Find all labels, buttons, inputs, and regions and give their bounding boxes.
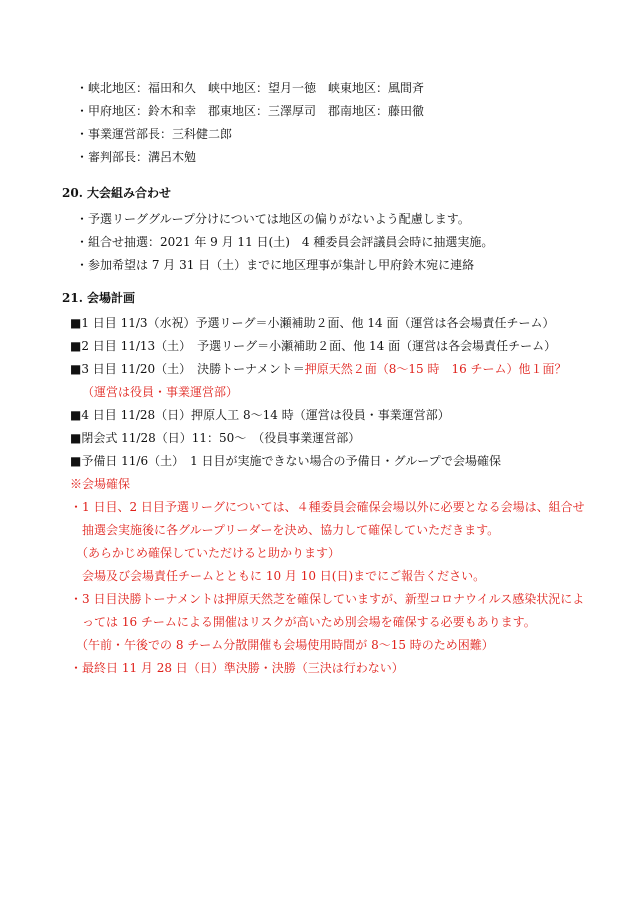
day3-note: （運営は役員・事業運営部） bbox=[82, 385, 239, 399]
section-20-item: ・予選リーググループ分けについては地区の偏りがないよう配慮します。 bbox=[76, 212, 470, 226]
section-20-item: ・組合せ抽選：2021 年 9 月 11 日(土) 4 種委員会評議員会時に抽選実施。 bbox=[76, 235, 494, 249]
schedule-item: ■予備日 11/6（土） 1 日目が実施できない場合の予備日・グループで会場確保 bbox=[70, 454, 501, 468]
venue-note: 抽選会実施後に各グループリーダーを決め、協力して確保していただきます。 bbox=[70, 523, 500, 537]
section-20-heading: 20. 大会組み合わせ bbox=[62, 186, 172, 200]
schedule-item: ■4 日目 11/28（日）押原人工 8～14 時（運営は役員・事業運営部） bbox=[70, 408, 450, 422]
day3-label: ■3 日目 11/20（土） 決勝トーナメント＝ bbox=[70, 362, 305, 376]
day3-venue: 押原天然２面（8～15 時 16 チーム）他１面？ bbox=[304, 362, 567, 376]
venue-note: （午前・午後での 8 チーム分散開催も会場使用時間が 8～15 時のため困難） bbox=[70, 638, 494, 652]
officials-line: ・峡北地区：福田和久 峡中地区：望月一徳 峡東地区：風間斉 bbox=[76, 81, 425, 95]
schedule-item: ■1 日目 11/3（水祝）予選リーグ＝小瀬補助２面、他 14 面（運営は各会場責任チーム） bbox=[70, 316, 555, 330]
venue-note: ・1 日目、2 日目予選リーグについては、４種委員会確保会場以外に必要となる会場は、組合せ bbox=[70, 500, 585, 514]
venue-note: （あらかじめ確保していただけると助かります） bbox=[70, 546, 341, 560]
venue-heading: ※会場確保 bbox=[70, 477, 131, 491]
schedule-item: ■閉会式 11/28（日）11：50～ （役員事業運営部） bbox=[70, 431, 361, 445]
officials-line: ・事業運営部長：三科健二郎 bbox=[76, 127, 233, 141]
section-20-item: ・参加希望は 7 月 31 日（土）までに地区理事が集計し甲府鈴木宛に連絡 bbox=[76, 258, 475, 272]
venue-note: 会場及び会場責任チームとともに 10 月 10 日(日)までにご報告ください。 bbox=[70, 569, 486, 583]
officials-line: ・審判部長：溝呂木勉 bbox=[76, 150, 197, 164]
schedule-item: ■2 日目 11/13（土） 予選リーグ＝小瀬補助２面、他 14 面（運営は各会場責任チーム） bbox=[70, 339, 557, 353]
venue-note: ・3 日目決勝トーナメントは押原天然芝を確保していますが、新型コロナウイルス感染状況によ bbox=[70, 592, 585, 606]
venue-note: ・最終日 11 月 28 日（日）準決勝・決勝（三決は行わない） bbox=[70, 661, 404, 675]
officials-line: ・甲府地区：鈴木和幸 郡東地区：三澤厚司 郡南地区：藤田徹 bbox=[76, 104, 425, 118]
section-21-heading: 21. 会場計画 bbox=[62, 291, 136, 305]
venue-note: っては 16 チームによる開催はリスクが高いため別会場を確保する必要もあります。 bbox=[70, 615, 536, 629]
